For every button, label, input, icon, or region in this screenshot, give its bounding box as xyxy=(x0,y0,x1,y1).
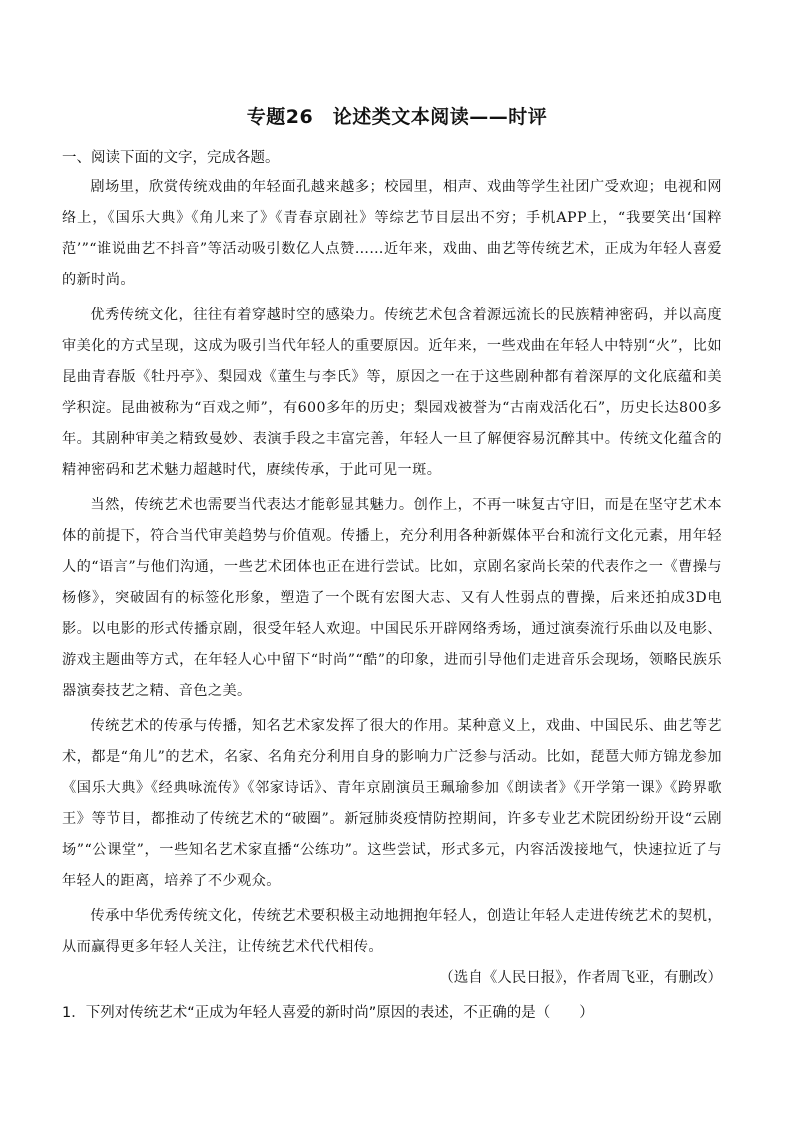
article-paragraph-2: 优秀传统文化，往往有着穿越时空的感染力。传统艺术包含着源远流长的民族精神密码，并以高度审美化的方式呈现，这成为吸引当代年轻人的重要原因。近年来，一些戏曲在年轻人中特别“火”，比如昆曲青春版《牡丹亭》、梨园戏《董生与李氏》等，原因之一在于这些剧种都有着深厚的文化底蕴和美学积淀。昆曲被称为“百戏之师”，有600多年的历史；梨园戏被誉为“古南戏活化石”，历史长达800多年。其剧种审美之精致曼妙、表演手段之丰富完善，年轻人一旦了解便容易沉醉其中。传统文化蕴含的精神密码和艺术魅力超越时代，赓续传承，于此可见一斑。 xyxy=(62,307,722,478)
document-title: 专题26 论述类文本阅读——时评 xyxy=(246,106,548,128)
article-paragraph-5: 传承中华优秀传统文化，传统艺术要积极主动地拥抱年轻人，创造让年轻人走进传统艺术的契机，从而赢得更多年轻人关注，让传统艺术代代相传。 xyxy=(62,908,722,955)
article-paragraph-1: 剧场里，欣赏传统戏曲的年轻面孔越来越多；校园里，相声、戏曲等学生社团广受欢迎；电视和网络上，《国乐大典》《角儿来了》《青春京剧社》等综艺节目层出不穷；手机APP上，“我要笑出‘国粹范’”“谁说曲艺不抖音”等活动吸引数亿人点赞……近年来，戏曲、曲艺等传统艺术，正成为年轻人喜爱的新时尚。 xyxy=(62,179,722,288)
section-heading: 一、阅读下面的文字，完成各题。 xyxy=(62,150,280,166)
question-1: 1．下列对传统艺术“正成为年轻人喜爱的新时尚”原因的表述，不正确的是（ ） xyxy=(62,1005,594,1021)
article-body xyxy=(62,172,722,967)
article-paragraph-4: 传统艺术的传承与传播，知名艺术家发挥了很大的作用。某种意义上，戏曲、中国民乐、曲艺等艺术，都是“角儿”的艺术，名家、名角充分利用自身的影响力广泛参与活动。比如，琵琶大师方锦龙参加《国乐大典》《经典咏流传》《邻家诗话》、青年京剧演员王珮瑜参加《朗读者》《开学第一课》《跨界歌王》等节目，都推动了传统艺术的“破圈”。新冠肺炎疫情防控期间，许多专业艺术院团纷纷开设“云剧场”“公课堂”，一些知名艺术家直播“公练功”。这些尝试，形式多元，内容活泼接地气，快速拉近了与年轻人的距离，培养了不少观众。 xyxy=(62,718,722,889)
source-note: （选自《人民日报》，作者周飞亚，有删改） xyxy=(439,970,722,986)
article-paragraph-3: 当然，传统艺术也需要当代表达才能彰显其魅力。创作上，不再一味复古守旧，而是在坚守艺术本体的前提下，符合当代审美趋势与价值观。传播上，充分利用各种新媒体平台和流行文化元素，用年轻人的“语言”与他们沟通，一些艺术团体也正在进行尝试。比如，京剧名家尚长荣的代表作之一《曹操与杨修》，突破固有的标签化形象，塑造了一个既有宏图大志、又有人性弱点的曹操，后来还拍成3D电影。以电影的形式传播京剧，很受年轻人欢迎。中国民乐开辟网络秀场，通过演奏流行乐曲以及电影、游戏主题曲等方式，在年轻人心中留下“时尚”“酷”的印象，进而引导他们走进音乐会现场，领略民族乐器演奏技艺之精、音色之美。 xyxy=(62,497,722,699)
